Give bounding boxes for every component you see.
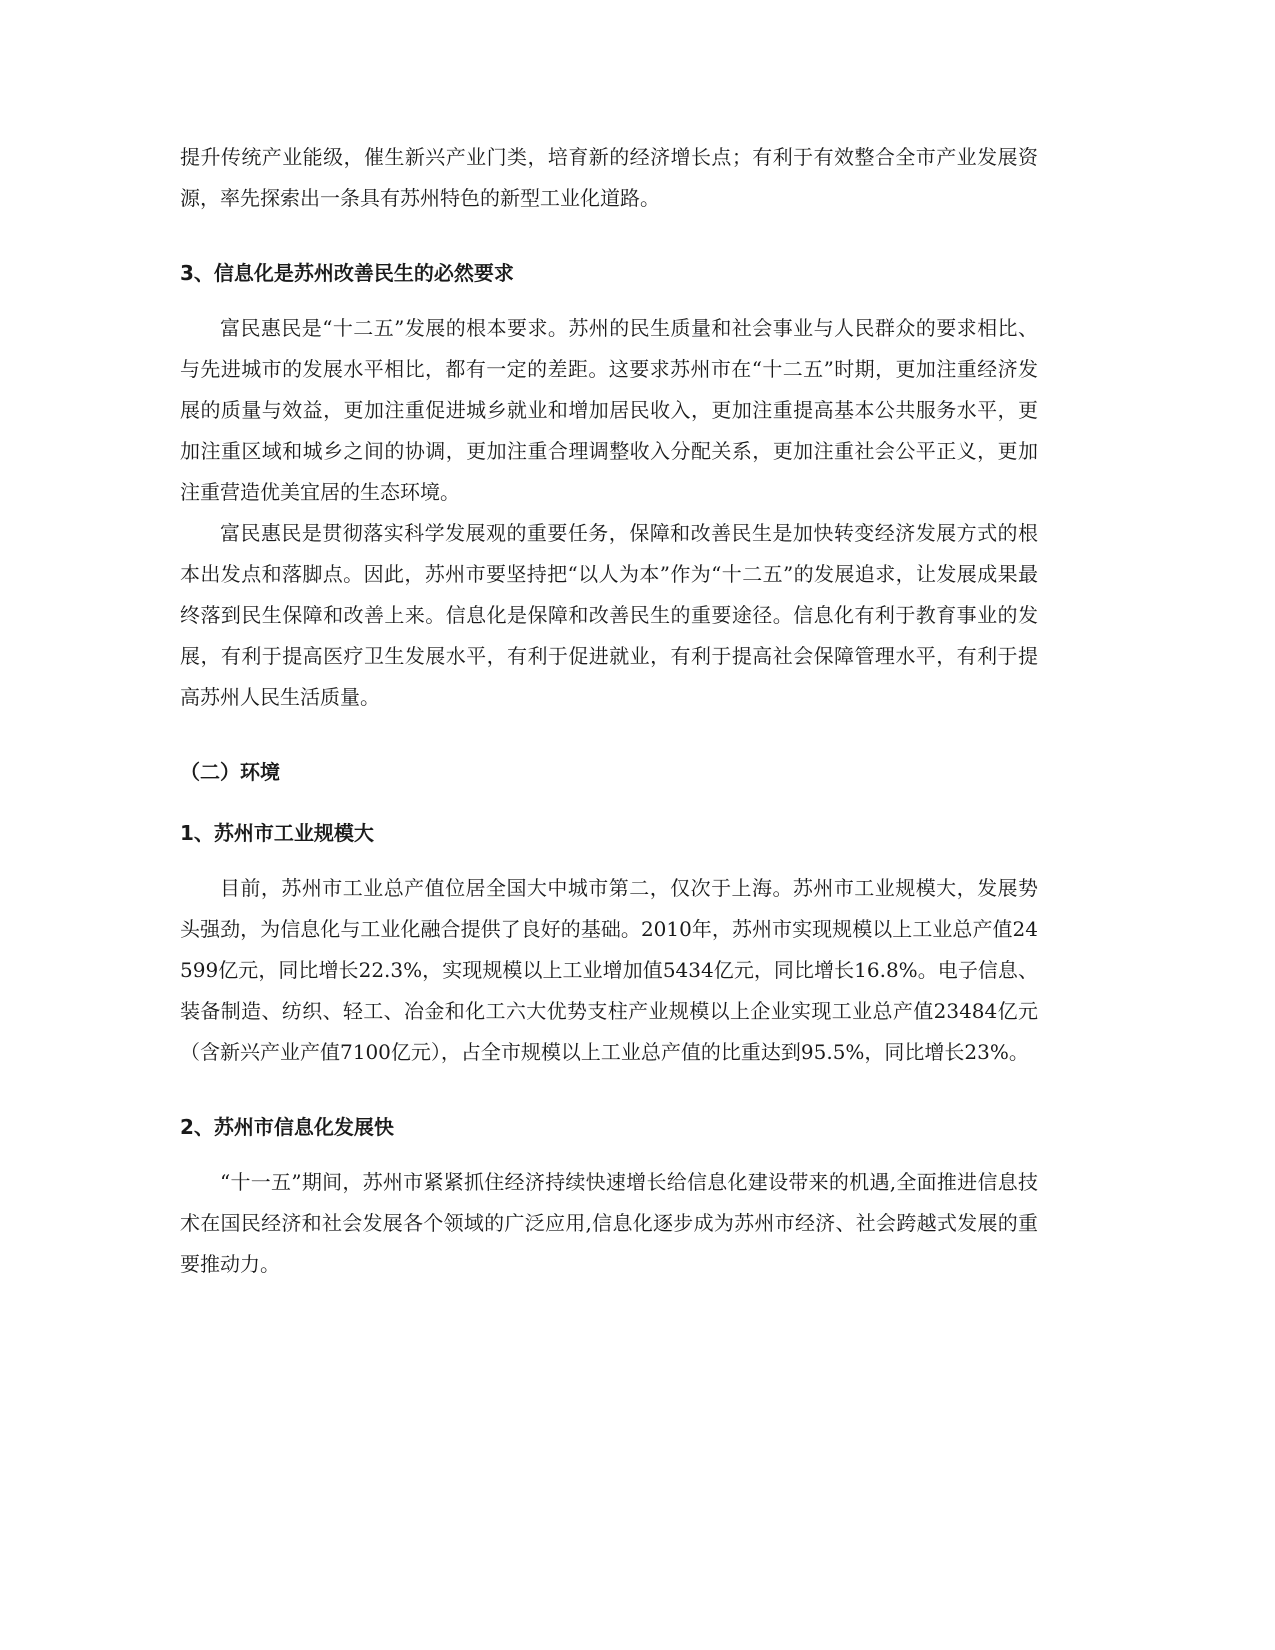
section-title-environment: （二）环境 xyxy=(180,760,280,784)
document-body xyxy=(180,137,1038,1285)
heading-livelihood: 3、信息化是苏州改善民生的必然要求 xyxy=(180,261,514,285)
paragraph-informatization-growth: “十一五”期间，苏州市紧紧抓住经济持续快速增长给信息化建设带来的机遇,全面推进信息技术在国民经济和社会发展各个领域的广泛应用,信息化逐步成为苏州市经济、社会跨越式发展的重要推动力。 xyxy=(180,1170,1038,1276)
paragraph-industry-scale: 目前，苏州市工业总产值位居全国大中城市第二，仅次于上海。苏州市工业规模大，发展势头强劲，为信息化与工业化融合提供了良好的基础。2010年，苏州市实现规模以上工业总产值24599亿元，同比增长22.3%，实现规模以上工业增加值5434亿元，同比增长16.8%。电子信息、装备制造、纺织、轻工、冶金和化工六大优势支柱产业规模以上企业实现工业总产值23484亿元（含新兴产业产值7100亿元），占全市规模以上工业总产值的比重达到95.5%，同比增长23%。 xyxy=(180,876,1038,1064)
paragraph-livelihood-task: 富民惠民是贯彻落实科学发展观的重要任务，保障和改善民生是加快转变经济发展方式的根本出发点和落脚点。因此，苏州市要坚持把“以人为本”作为“十二五”的发展追求，让发展成果最终落到民生保障和改善上来。信息化是保障和改善民生的重要途径。信息化有利于教育事业的发展，有利于提高医疗卫生发展水平，有利于促进就业，有利于提高社会保障管理水平，有利于提高苏州人民生活质量。 xyxy=(180,521,1038,709)
paragraph-livelihood-requirement: 富民惠民是“十二五”发展的根本要求。苏州的民生质量和社会事业与人民群众的要求相比、与先进城市的发展水平相比，都有一定的差距。这要求苏州市在“十二五”时期，更加注重经济发展的质量与效益，更加注重促进城乡就业和增加居民收入，更加注重提高基本公共服务水平，更加注重区域和城乡之间的协调，更加注重合理调整收入分配关系，更加注重社会公平正义，更加注重营造优美宜居的生态环境。 xyxy=(180,316,1038,504)
heading-industry-scale: 1、苏州市工业规模大 xyxy=(180,821,374,845)
heading-informatization-growth: 2、苏州市信息化发展快 xyxy=(180,1115,394,1139)
paragraph-industry-upgrade: 提升传统产业能级，催生新兴产业门类，培育新的经济增长点；有利于有效整合全市产业发展资源，率先探索出一条具有苏州特色的新型工业化道路。 xyxy=(180,145,1038,210)
